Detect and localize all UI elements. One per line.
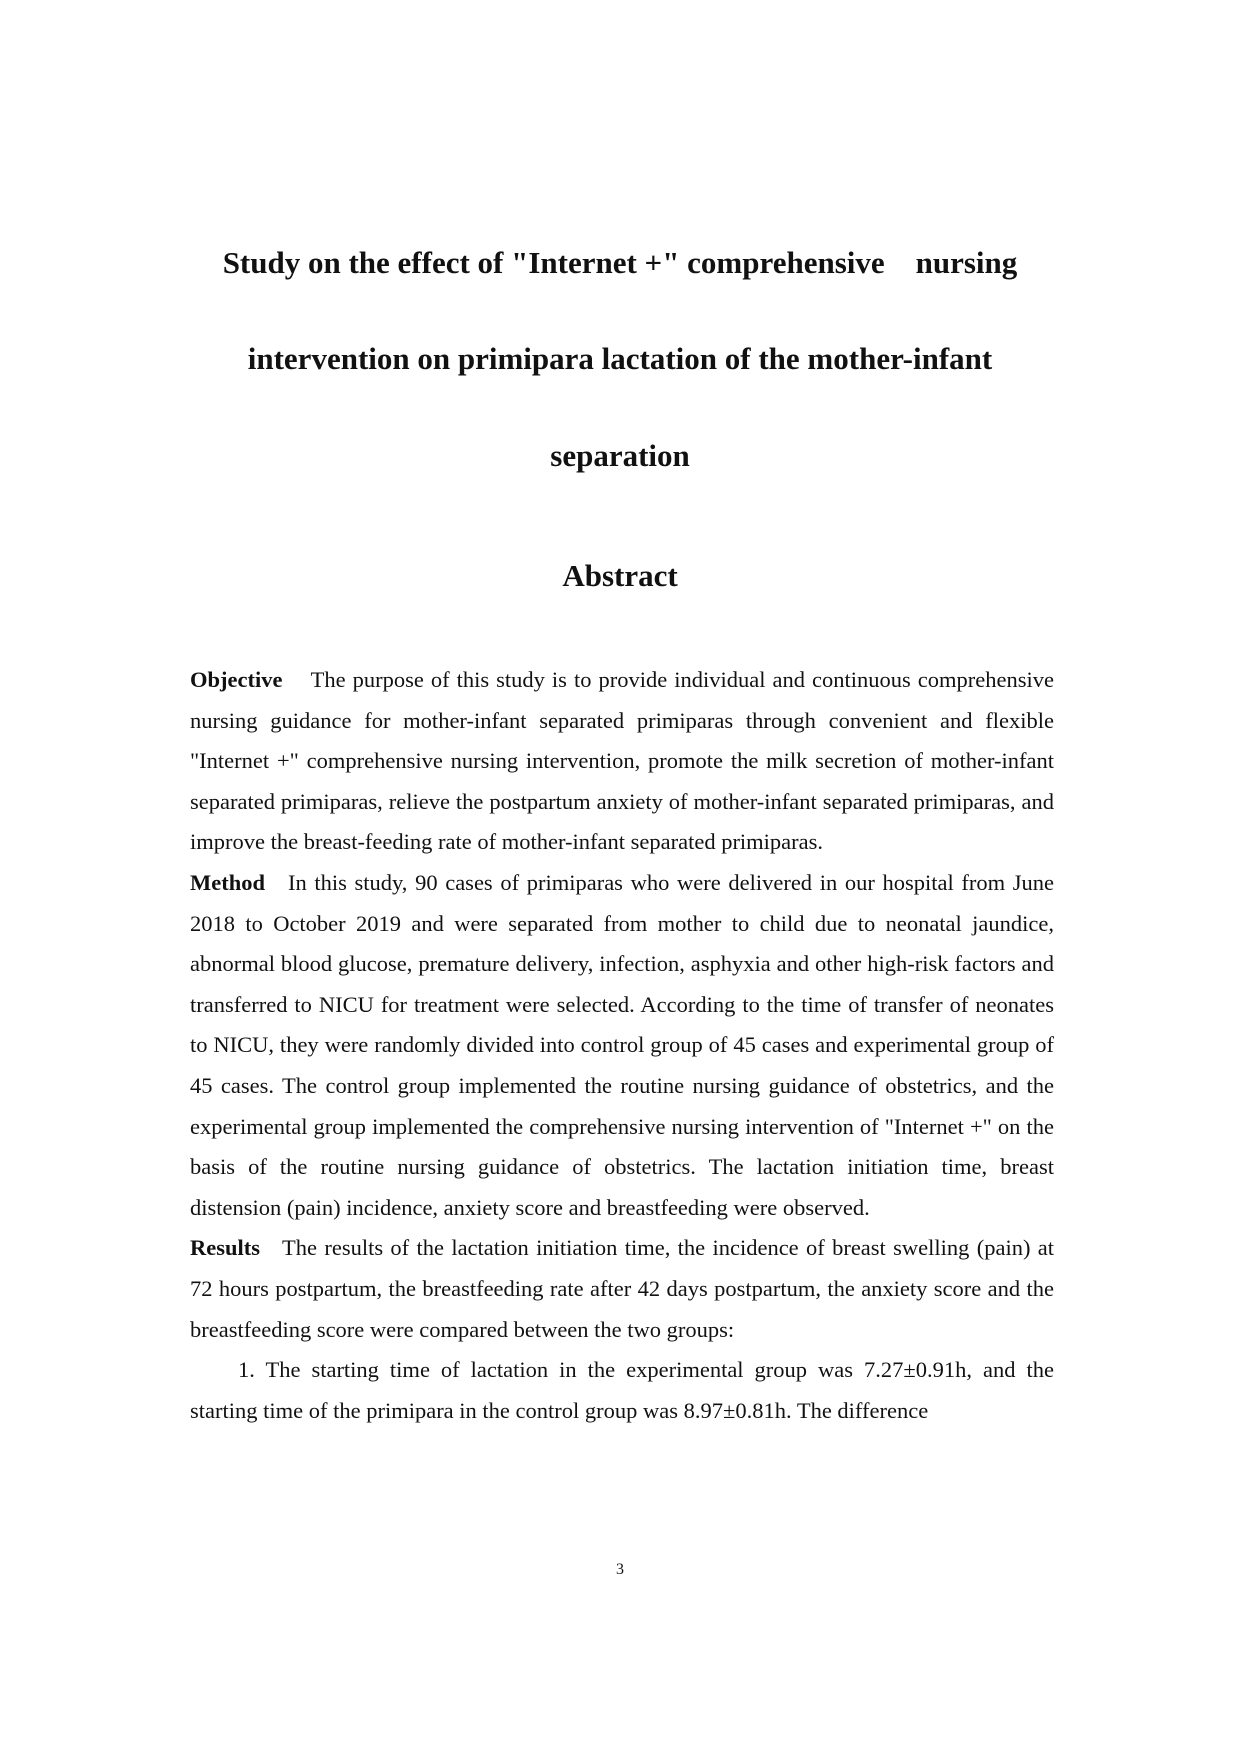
objective-label: Objective [190, 667, 283, 692]
objective-paragraph [190, 660, 1054, 863]
method-text: In this study, 90 cases of primiparas who were delivered in our hospital from June 2018 to October 2019 and were separated from mother to child due to neonatal jaundice, abnormal blood glucose, premature delivery, infection, asphyxia and other high-risk factors and transferred to NICU for treatment were selected. According to the time of transfer of neonates to NICU, they were randomly divided into control group of 45 cases and experimental group of 45 cases. The control group implemented the routine nursing guidance of obstetrics, and the experimental group implemented the comprehensive nursing intervention of "Internet +" on the basis of the routine nursing guidance of obstetrics. The lactation initiation time, breast distension (pain) incidence, anxiety score and breastfeeding were observed. [190, 869, 1055, 1220]
title-line-3: separation [550, 438, 690, 473]
results-label: Results [190, 1235, 261, 1261]
title-line-2: intervention on primipara lactation of the mother-infant [247, 341, 993, 376]
result-item-1: 1. The starting time of lactation in the experimental group was 7.27±0.91h, and the starting time of the primipara in the control group was 8.97±0.81h. The difference [190, 1357, 1054, 1423]
results-paragraph [190, 1228, 1054, 1350]
title-line-1: Study on the effect of "Internet +" comprehensive nursing [222, 245, 1018, 280]
results-text: The results of the lactation initiation time, the incidence of breast swelling (pain) at 72 hours postpartum, the breastfeeding rate after 42 days postpartum, the anxiety score and the breastfeeding score were compared between the two groups: [190, 1235, 1055, 1342]
objective-text: The purpose of this study is to provide individual and continuous comprehensive nursing guidance for mother-infant separated primiparas through convenient and flexible "Internet +" comprehensive nursing intervention, promote the milk secretion of mother-infant separated primiparas, relieve the postpartum anxiety of mother-infant separated primiparas, and improve the breast-feeding rate of mother-infant separated primiparas. [190, 667, 1054, 855]
method-paragraph [190, 863, 1054, 1228]
abstract-heading: Abstract [562, 558, 678, 593]
page-number: 3 [616, 1561, 624, 1578]
method-label: Method [190, 869, 265, 895]
abstract-body [190, 660, 1054, 1431]
